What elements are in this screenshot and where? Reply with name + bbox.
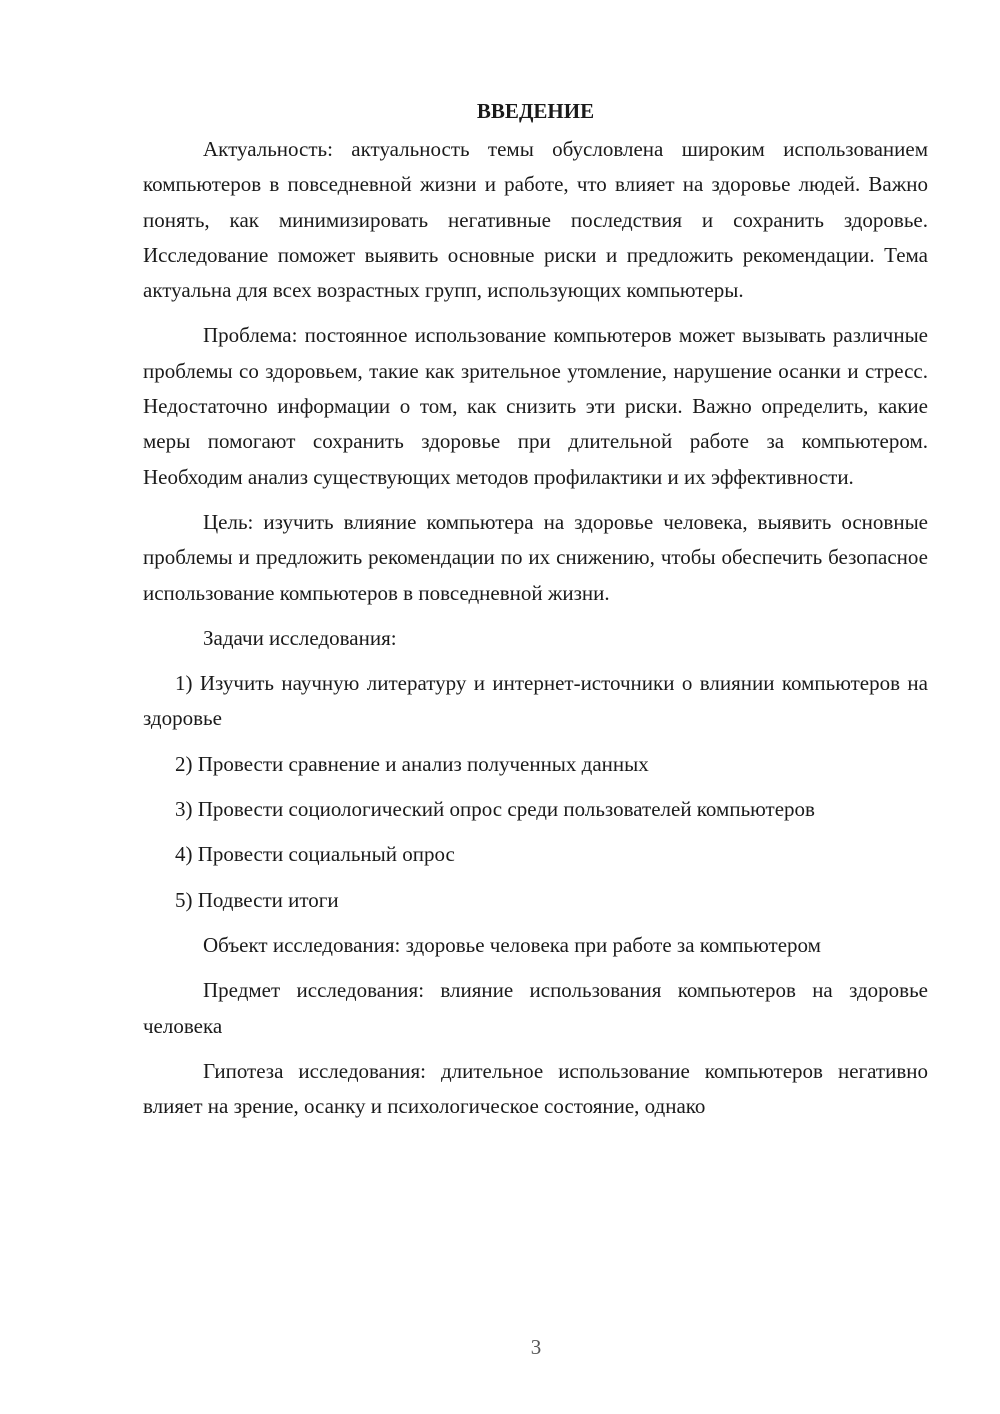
section-title: ВВЕДЕНИЕ	[476, 99, 595, 123]
task-item-4: 4) Провести социальный опрос	[175, 842, 455, 867]
paragraph-relevance: Актуальность: актуальность темы обусловлена широким использованием компьютеров в повседневной жизни и работе, что влияет на здоровье людей. Важно понять, как минимизировать негативные последствия и сохранить здоровье. Исследование поможет выявить основные риски и предложить рекомендации. Тема актуальна для всех возрастных групп, использующих компьютеры.	[143, 137, 928, 303]
page-number: 3	[530, 1335, 542, 1359]
paragraph-subject: Предмет исследования: влияние использования компьютеров на здоровье человека	[143, 978, 928, 1038]
document-page	[143, 96, 928, 1134]
task-item-1: 1) Изучить научную литературу и интернет-источники о влиянии компьютеров на здоровье	[143, 671, 928, 731]
task-item-3: 3) Провести социологический опрос среди пользователей компьютеров	[175, 797, 815, 822]
paragraph-hypothesis: Гипотеза исследования: длительное использование компьютеров негативно влияет на зрение, осанку и психологическое состояние, однако	[143, 1058, 928, 1119]
task-item-5: 5) Подвести итоги	[175, 887, 339, 912]
task-item-2: 2) Провести сравнение и анализ полученных данных	[175, 751, 649, 776]
paragraph-tasks-heading: Задачи исследования:	[203, 625, 397, 650]
paragraph-problem: Проблема: постоянное использование компьютеров может вызывать различные проблемы со здоровьем, такие как зрительное утомление, нарушение осанки и стресс. Недостаточно информации о том, как снизить эти риски. Важно определить, какие меры помогают сохранить здоровье при длительной работе за компьютером. Необходим анализ существующих методов профилактики и их эффективности.	[143, 323, 928, 489]
paragraph-object: Объект исследования: здоровье человека при работе за компьютером	[203, 932, 821, 957]
paragraph-goal: Цель: изучить влияние компьютера на здоровье человека, выявить основные проблемы и предложить рекомендации по их снижению, чтобы обеспечить безопасное использование компьютеров в повседневной жизни.	[143, 509, 928, 605]
